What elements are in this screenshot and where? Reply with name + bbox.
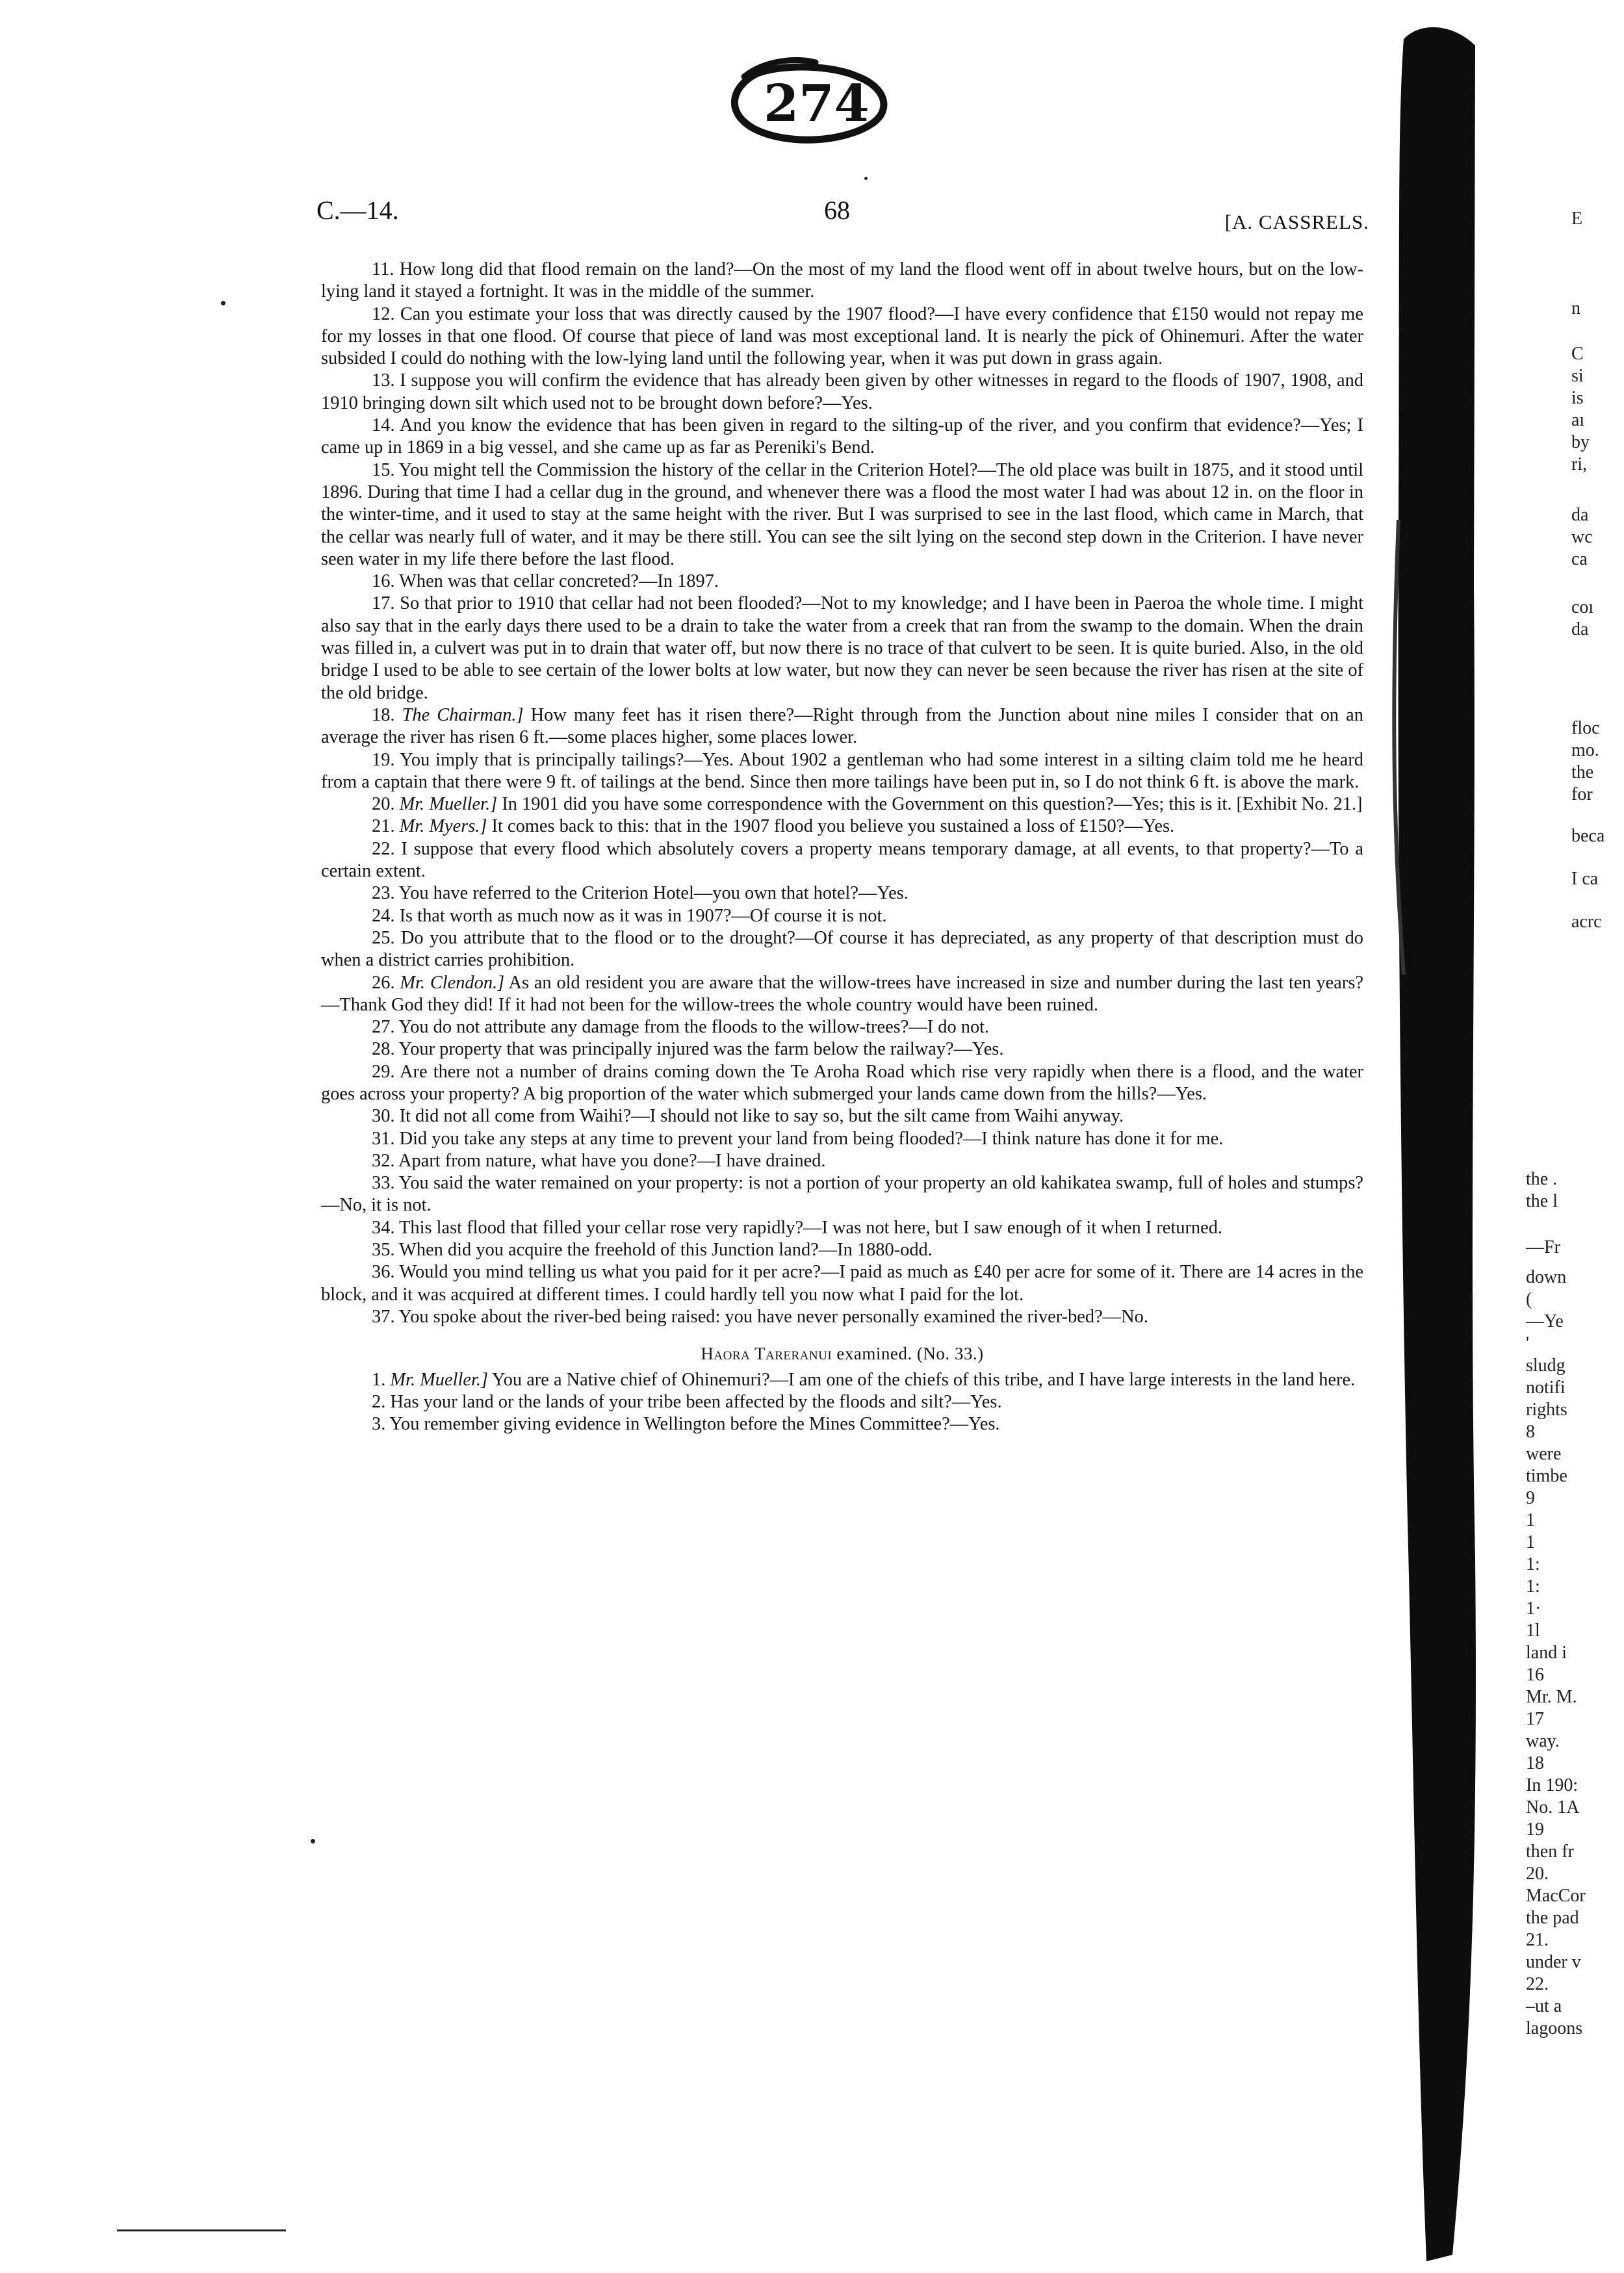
edge-fragment: 1 bbox=[1526, 1510, 1535, 1530]
qa-paragraph: 16. When was that cellar concreted?—In 1897. bbox=[372, 571, 719, 592]
edge-fragment: —Ye bbox=[1526, 1311, 1564, 1331]
qa-paragraph: 13. I suppose you will confirm the evidence that has already been given by other witnesses in regard to the floods of 1907, 1908, and 1910 bringing down silt which used not to be brought down before?—Yes. bbox=[321, 370, 1363, 413]
examination-number: examined. (No. 33.) bbox=[836, 1344, 984, 1364]
paragraph-text: You are a Native chief of Ohinemuri?—I am one of the chiefs of this tribe, and I have large interests in the land here. bbox=[488, 1369, 1356, 1390]
edge-fragment: ' bbox=[1526, 1333, 1530, 1354]
folio-stamp-number: 274 bbox=[764, 74, 870, 133]
edge-fragment: coı bbox=[1571, 597, 1594, 617]
edge-fragment: 9 bbox=[1526, 1488, 1535, 1508]
body-text bbox=[321, 259, 1363, 1435]
qa-paragraph: 22. I suppose that every flood which absolutely covers a property means temporary damage, at all events, to that property?—To a certain extent. bbox=[321, 838, 1363, 882]
edge-fragment: mo. bbox=[1571, 740, 1599, 760]
paragraph-text: It comes back to this: that in the 1907 flood you believe you sustained a loss of £150?—Yes. bbox=[487, 816, 1175, 837]
edge-fragment: 1 bbox=[1526, 1532, 1535, 1552]
qa-paragraph: 34. This last flood that filled your cellar rose very rapidly?—I was not here, but I saw enough of it when I returned. bbox=[372, 1217, 1223, 1238]
qa-paragraph: 31. Did you take any steps at any time to prevent your land from being flooded?—I think nature has done it for me. bbox=[372, 1128, 1224, 1149]
edge-fragment: the pad bbox=[1526, 1908, 1579, 1928]
qa-paragraph: 12. Can you estimate your loss that was directly caused by the 1907 flood?—I have every confidence that £150 would not repay me for my losses in that one flood. Of course that piece of land was most exceptional land. It is nearly the pick of Ohinemuri. After the water subsided I could do nothing with the low-lying land until the following year, when it was put down in grass again. bbox=[321, 303, 1363, 369]
qa-paragraph: 11. How long did that flood remain on the land?—On the most of my land the flood went off in about twelve hours, but on the low-lying land it stayed a fortnight. It was in the middle of the summer. bbox=[321, 259, 1363, 302]
edge-fragment: 1· bbox=[1526, 1599, 1541, 1619]
qa-paragraph: 36. Would you mind telling us what you paid for it per acre?—I paid as much as £40 per acre for some of it. There are 14 acres in the block, and it was acquired at different times. I could hardly tell you now what I paid for the lot. bbox=[321, 1262, 1363, 1305]
qa-paragraph: 33. You said the water remained on your property: is not a portion of your property an old kahikatea swamp, full of holes and stumps?—No, it is not. bbox=[321, 1173, 1363, 1216]
edge-fragment: were bbox=[1526, 1444, 1562, 1464]
qa-paragraph: 28. Your property that was principally injured was the farm below the railway?—Yes. bbox=[372, 1039, 1004, 1060]
edge-fragment: 1: bbox=[1526, 1576, 1540, 1597]
qa-paragraph bbox=[321, 1369, 1363, 1391]
qa-paragraph: 37. You spoke about the river-bed being raised: you have never personally examined the river-bed?—No. bbox=[372, 1306, 1148, 1327]
evidence-block-cassrels bbox=[321, 259, 1363, 1328]
header-report-code: C.—14. bbox=[316, 196, 399, 225]
edge-fragment: 18 bbox=[1526, 1753, 1544, 1773]
qa-paragraph: 32. Apart from nature, what have you done?—I have drained. bbox=[372, 1150, 826, 1171]
edge-fragment: wc bbox=[1571, 527, 1593, 547]
edge-fragment: timbe bbox=[1526, 1466, 1567, 1486]
qa-paragraph: 15. You might tell the Commission the history of the cellar in the Criterion Hotel?—The old place was built in 1875, and it stood until 1896. During that time I had a cellar dug in the ground, and whenever there was a flood the most water I had was about 12 in. on the floor in the winter-time, and it used to stay at the same height with the river. But I was surprised to see in the last flood, which came in March, that the cellar was nearly full of water, and it may be there still. You can see the silt lying on the second step down in the Criterion. I have never seen water in my life there before the last flood. bbox=[321, 459, 1363, 569]
edge-fragment: –ut a bbox=[1526, 1996, 1562, 2016]
edge-fragment: da bbox=[1571, 505, 1589, 525]
edge-fragment: the bbox=[1571, 762, 1594, 782]
edge-fragment: Mr. M. bbox=[1526, 1687, 1577, 1707]
speaker-label: Mr. Clendon.] bbox=[400, 972, 505, 993]
edge-fragment: MacCor bbox=[1526, 1886, 1586, 1906]
qa-paragraph: 27. You do not attribute any damage from the floods to the willow-trees?—I do not. bbox=[372, 1017, 990, 1038]
qa-paragraph: 29. Are there not a number of drains coming down the Te Aroha Road which rise very rapidly when there is a flood, and the water goes across your property? A big proportion of the water which submerged your lands came down from the hills?—Yes. bbox=[321, 1061, 1363, 1104]
edge-fragment: 22. bbox=[1526, 1974, 1549, 1994]
qa-paragraph: 3. You remember giving evidence in Wellington before the Mines Committee?—Yes. bbox=[372, 1414, 1000, 1435]
qa-paragraph: 24. Is that worth as much now as it was in 1907?—Of course it is not. bbox=[372, 905, 887, 926]
qa-paragraph: 14. And you know the evidence that has been given in regard to the silting-up of the river, and you confirm that evidence?—Yes; I came up in 1869 in a big vessel, and she came up as far as Pereniki's Bend. bbox=[321, 415, 1363, 458]
paragraph-text: As an old resident you are aware that the willow-trees have increased in size and number during the last ten years?—Thank God they did! If it had not been for the willow-trees the whole country would have been ruined. bbox=[321, 972, 1363, 1015]
edge-fragment: sludg bbox=[1526, 1355, 1566, 1376]
edge-fragment: 19 bbox=[1526, 1819, 1544, 1840]
question-number: 20. bbox=[372, 794, 400, 815]
question-number: 26. bbox=[372, 972, 400, 993]
paragraph-text: In 1901 did you have some correspondence with the Government on this question?—Yes; this is it. [Exhibit No. 21.] bbox=[497, 794, 1363, 815]
speaker-label: Mr. Myers.] bbox=[399, 816, 487, 837]
edge-fragment: is bbox=[1571, 388, 1584, 408]
edge-fragment: da bbox=[1571, 619, 1589, 639]
header-witness-name: [A. CASSRELS. bbox=[1224, 211, 1369, 233]
edge-fragment: notifi bbox=[1526, 1378, 1566, 1398]
edge-fragment: the . bbox=[1526, 1169, 1558, 1189]
speaker-label: Mr. Mueller.] bbox=[399, 794, 498, 815]
edge-fragment: under v bbox=[1526, 1952, 1581, 1972]
edge-fragment: —Fr bbox=[1526, 1237, 1560, 1257]
qa-paragraph: 23. You have referred to the Criterion Hotel—you own that hotel?—Yes. bbox=[372, 883, 909, 904]
edge-fragment: 21. bbox=[1526, 1930, 1549, 1950]
edge-fragment: I ca bbox=[1571, 869, 1599, 889]
edge-fragment: 8 bbox=[1526, 1422, 1535, 1442]
edge-fragment: beca bbox=[1571, 826, 1605, 846]
edge-fragment: rights bbox=[1526, 1400, 1567, 1420]
edge-fragment: 16 bbox=[1526, 1665, 1544, 1685]
header-page-number: 68 bbox=[824, 196, 850, 225]
speck bbox=[221, 301, 226, 305]
edge-fragment: 20. bbox=[1526, 1864, 1549, 1884]
edge-fragment: 1: bbox=[1526, 1554, 1540, 1574]
edge-fragment: ri, bbox=[1571, 454, 1588, 474]
qa-paragraph bbox=[321, 972, 1363, 1017]
edge-fragment: C bbox=[1571, 344, 1584, 364]
edge-fragment: way. bbox=[1526, 1731, 1560, 1751]
question-number: 18. bbox=[372, 704, 402, 725]
qa-paragraph: 17. So that prior to 1910 that cellar had not been flooded?—Not to my knowledge; and I have been in Paeroa the whole time. I might also say that in the early days there used to be a drain to take the water from a creek that ran from the swamp to the domain. When the drain was filled in, a culvert was put in to drain that water off, but now there is no trace of that culvert to be seen. It is quite buried. Also, in the old bridge I used to be able to see certain of the lower bolts at low water, but now they can never be seen because the river has risen at the site of the old bridge. bbox=[321, 593, 1363, 703]
footer-rule bbox=[117, 2229, 286, 2231]
qa-paragraph: 19. You imply that is principally tailings?—Yes. About 1902 a gentleman who had some interest in a silting claim told me he heard from a captain that there were 9 ft. of tailings at the bend. Since then more tailings have been put in, so I do not think 6 ft. is above the mark. bbox=[321, 749, 1363, 792]
edge-fragment: down bbox=[1526, 1267, 1567, 1287]
edge-fragment: the l bbox=[1526, 1191, 1558, 1211]
question-number: 1. bbox=[372, 1369, 391, 1390]
qa-paragraph: 2. Has your land or the lands of your tribe been affected by the floods and silt?—Yes. bbox=[372, 1391, 1002, 1412]
speck bbox=[864, 177, 868, 180]
edge-fragment: n bbox=[1571, 298, 1580, 318]
edge-fragment: aı bbox=[1571, 410, 1585, 430]
edge-fragment: floc bbox=[1571, 718, 1600, 738]
speaker-label: The Chairman.] bbox=[402, 704, 524, 725]
qa-paragraph: 25. Do you attribute that to the flood or to the drought?—Of course it has depreciated, as any property of that description must do when a district carries prohibition. bbox=[321, 927, 1363, 971]
speck bbox=[311, 1839, 315, 1843]
handwritten-folio-stamp bbox=[718, 51, 894, 148]
edge-fragment: No. 1A bbox=[1526, 1797, 1580, 1817]
adjacent-page-edge bbox=[1526, 0, 1624, 2273]
speaker-label: Mr. Mueller.] bbox=[390, 1369, 489, 1390]
edge-fragment: 17 bbox=[1526, 1709, 1544, 1729]
question-number: 21. bbox=[372, 816, 400, 837]
edge-fragment: then fr bbox=[1526, 1842, 1574, 1862]
edge-fragment: ca bbox=[1571, 549, 1588, 569]
edge-fragment: E bbox=[1571, 209, 1583, 229]
evidence-block-tareranui bbox=[321, 1369, 1363, 1436]
edge-fragment: ( bbox=[1526, 1289, 1532, 1309]
examination-heading bbox=[321, 1342, 1363, 1365]
edge-fragment: land i bbox=[1526, 1643, 1567, 1663]
edge-fragment: In 190: bbox=[1526, 1775, 1579, 1795]
binding-shadow bbox=[1378, 0, 1482, 2273]
qa-paragraph bbox=[321, 704, 1363, 749]
edge-fragment: acrc bbox=[1571, 912, 1602, 932]
edge-fragment: si bbox=[1571, 366, 1584, 386]
edge-fragment: lagoons bbox=[1526, 2018, 1583, 2038]
edge-fragment: by bbox=[1571, 432, 1590, 452]
qa-paragraph bbox=[321, 793, 1363, 815]
witness-name: Haora Tareranui bbox=[701, 1344, 832, 1364]
edge-fragment: 1l bbox=[1526, 1621, 1540, 1641]
qa-paragraph bbox=[321, 815, 1363, 838]
paragraph-text: How many feet has it risen there?—Right through from the Junction about nine miles I consider that on an average the river has risen 6 ft.—some places higher, some places lower. bbox=[321, 704, 1363, 748]
qa-paragraph: 30. It did not all come from Waihi?—I should not like to say so, but the silt came from Waihi anyway. bbox=[372, 1106, 1124, 1127]
qa-paragraph: 35. When did you acquire the freehold of this Junction land?—In 1880-odd. bbox=[372, 1240, 933, 1261]
edge-fragment: for bbox=[1571, 784, 1593, 804]
